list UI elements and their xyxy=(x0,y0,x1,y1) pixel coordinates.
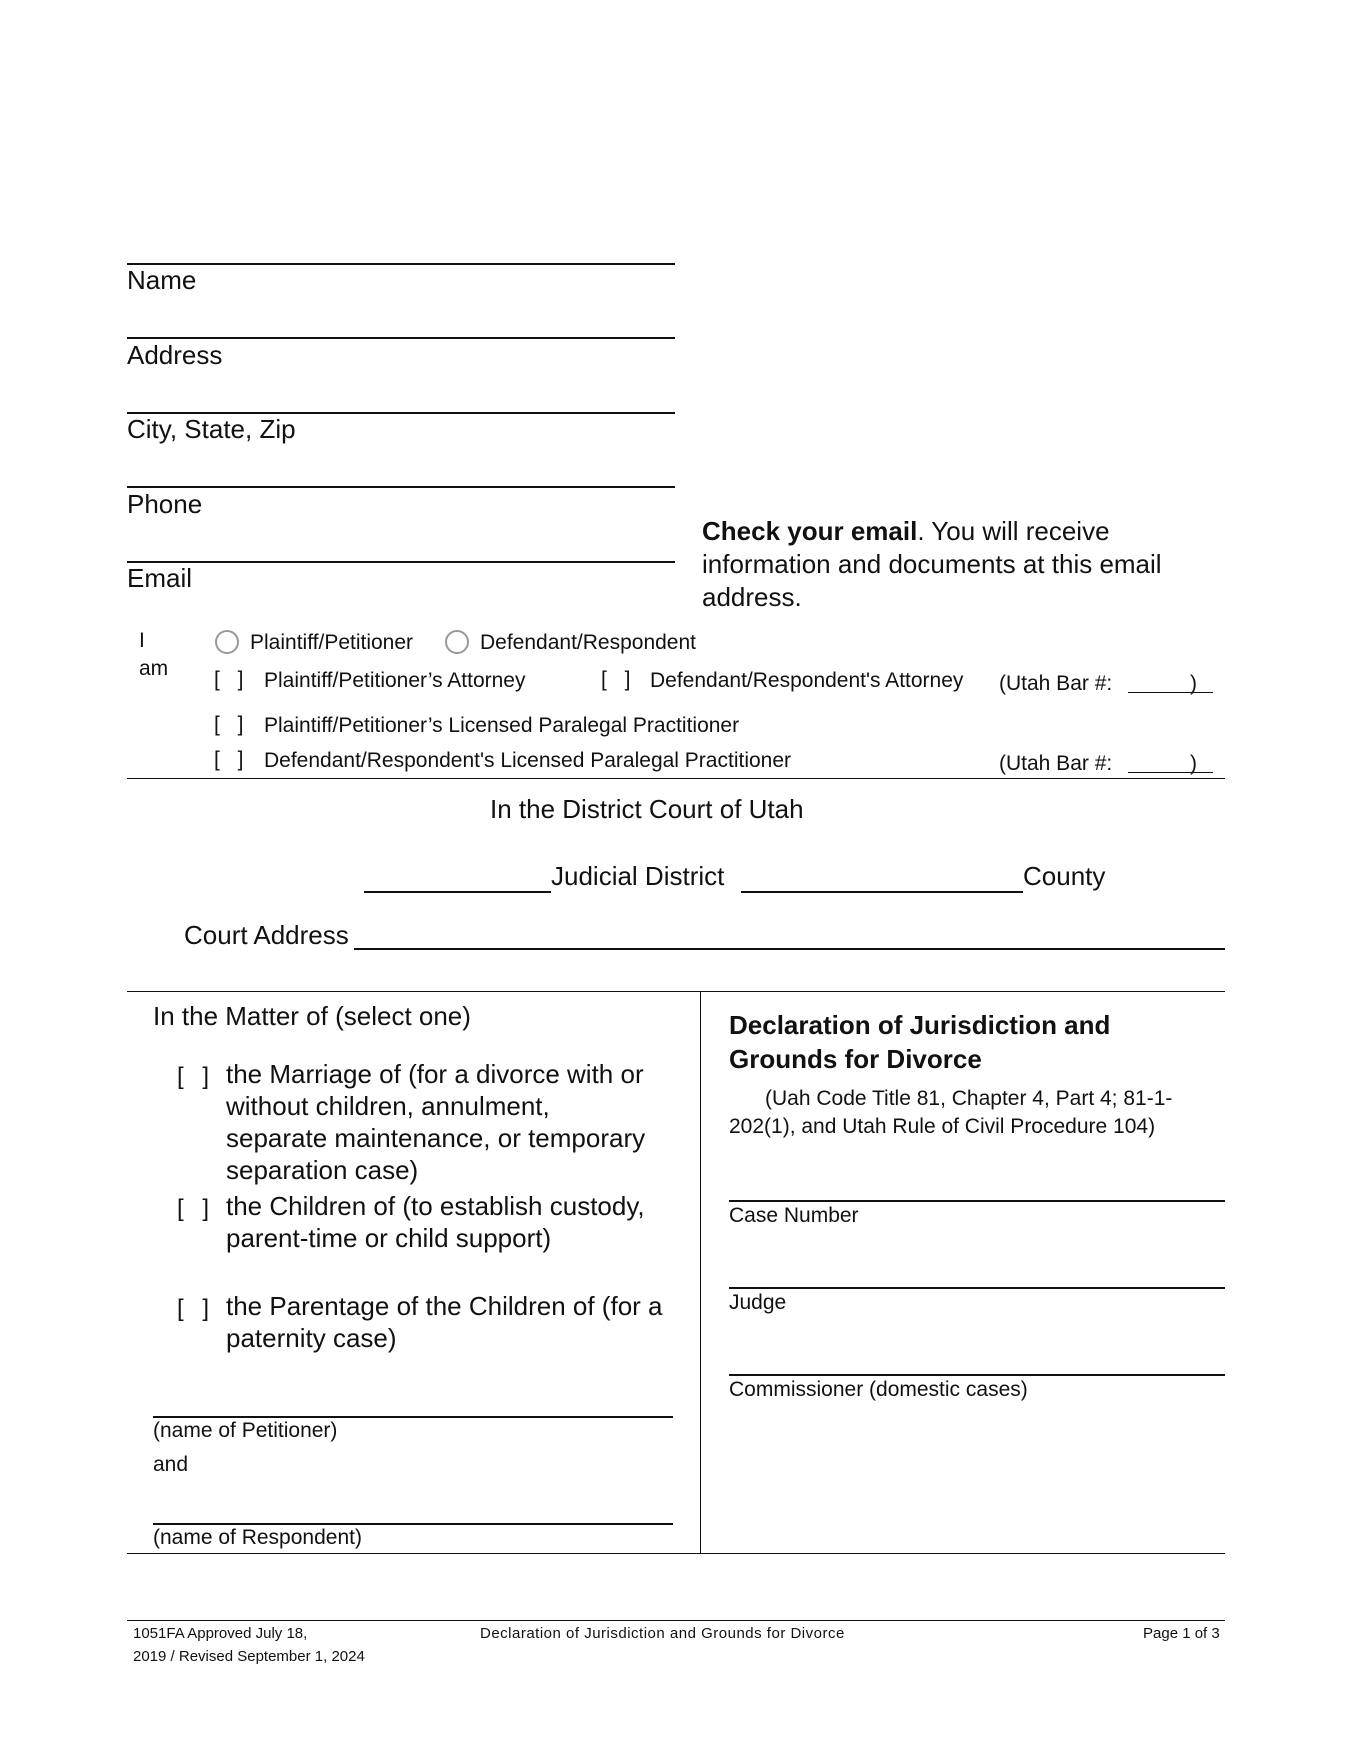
am-label: am xyxy=(139,657,169,680)
bar-number-label-1: (Utah Bar #: xyxy=(999,672,1113,695)
citation-text: (Uah Code Title 81, Chapter 4, Part 4; 81-1-202(1), and Utah Rule of Civil Procedure 104) xyxy=(729,1087,1173,1138)
defendant-radio[interactable] xyxy=(445,630,469,654)
name-label: Name xyxy=(127,265,197,295)
phone-label: Phone xyxy=(127,489,203,519)
county-label: County xyxy=(1023,861,1106,891)
address-field-line[interactable] xyxy=(127,337,675,339)
email-field-line[interactable] xyxy=(127,561,675,563)
plaintiff-label: Plaintiff/Petitioner xyxy=(250,631,414,654)
role-section-divider xyxy=(127,778,1225,779)
plaintiff-radio[interactable] xyxy=(215,630,239,654)
judge-label: Judge xyxy=(729,1291,787,1314)
petitioner-label: (name of Petitioner) xyxy=(153,1419,338,1442)
footer-page-number: Page 1 of 3 xyxy=(1143,1625,1220,1642)
footer-rule xyxy=(127,1620,1225,1621)
bar-number-label-2: (Utah Bar #: xyxy=(999,752,1113,775)
case-number-field[interactable] xyxy=(729,1200,1225,1202)
and-label: and xyxy=(153,1453,189,1476)
name-field-line[interactable] xyxy=(127,263,675,265)
defendant-label: Defendant/Respondent xyxy=(480,631,696,654)
county-field[interactable] xyxy=(741,891,1023,893)
children-option: the Children of (to establish custody, parent-time or child support) xyxy=(226,1191,645,1253)
footer-title: Declaration of Jurisdiction and Grounds for Divorce xyxy=(480,1625,845,1642)
plaintiff-attorney-checkbox[interactable]: [ ] xyxy=(214,668,250,691)
respondent-label: (name of Respondent) xyxy=(153,1526,362,1549)
email-notice-text: . You will receive information and documents at this email address. xyxy=(702,516,1162,612)
matter-heading: In the Matter of (select one) xyxy=(153,1001,471,1031)
bar-number-close-2: ) xyxy=(1190,752,1197,775)
defendant-lpp-checkbox[interactable]: [ ] xyxy=(214,748,250,771)
plaintiff-lpp-checkbox[interactable]: [ ] xyxy=(214,713,250,736)
email-notice-bold: Check your email xyxy=(702,516,918,546)
email-label: Email xyxy=(127,563,193,593)
bar-number-field-1[interactable] xyxy=(1128,692,1213,693)
phone-field-line[interactable] xyxy=(127,486,675,488)
marriage-option: the Marriage of (for a divorce with or without children, annulment, separate maintenance, or temporary separation case) xyxy=(226,1059,646,1185)
plaintiff-attorney-label: Plaintiff/Petitioner’s Attorney xyxy=(264,669,526,692)
caption-top-border xyxy=(127,991,1225,992)
bar-number-field-2[interactable] xyxy=(1128,772,1213,773)
email-notice xyxy=(702,515,1202,614)
footer-revision: 2019 / Revised September 1, 2024 xyxy=(133,1648,365,1665)
caption-divider xyxy=(700,991,701,1554)
defendant-attorney-label: Defendant/Respondent's Attorney xyxy=(650,669,964,692)
defendant-attorney-checkbox[interactable]: [ ] xyxy=(601,668,637,691)
i-am-label: I xyxy=(139,629,145,652)
judicial-district-label: Judicial District xyxy=(551,861,725,891)
judicial-district-field[interactable] xyxy=(364,891,551,893)
address-label: Address xyxy=(127,340,223,370)
children-checkbox[interactable]: [ ] xyxy=(177,1195,216,1222)
commissioner-field[interactable] xyxy=(729,1374,1225,1376)
commissioner-label: Commissioner (domestic cases) xyxy=(729,1378,1028,1401)
document-title: Declaration of Jurisdiction and Grounds for Divorce xyxy=(729,1010,1111,1074)
court-address-label: Court Address xyxy=(184,920,349,950)
marriage-checkbox[interactable]: [ ] xyxy=(177,1063,216,1090)
case-number-label: Case Number xyxy=(729,1204,859,1227)
city-state-zip-label: City, State, Zip xyxy=(127,414,296,444)
defendant-lpp-label: Defendant/Respondent's Licensed Paralegal Practitioner xyxy=(264,749,792,772)
judge-field[interactable] xyxy=(729,1287,1225,1289)
plaintiff-lpp-label: Plaintiff/Petitioner’s Licensed Paralegal Practitioner xyxy=(264,714,740,737)
court-address-field[interactable] xyxy=(354,948,1225,950)
caption-bottom-border xyxy=(127,1553,1225,1554)
bar-number-close-1: ) xyxy=(1190,672,1197,695)
court-title: In the District Court of Utah xyxy=(490,794,804,824)
parentage-checkbox[interactable]: [ ] xyxy=(177,1295,216,1322)
parentage-option: the Parentage of the Children of (for a paternity case) xyxy=(226,1291,663,1353)
footer-form-number: 1051FA Approved July 18, xyxy=(133,1625,308,1642)
